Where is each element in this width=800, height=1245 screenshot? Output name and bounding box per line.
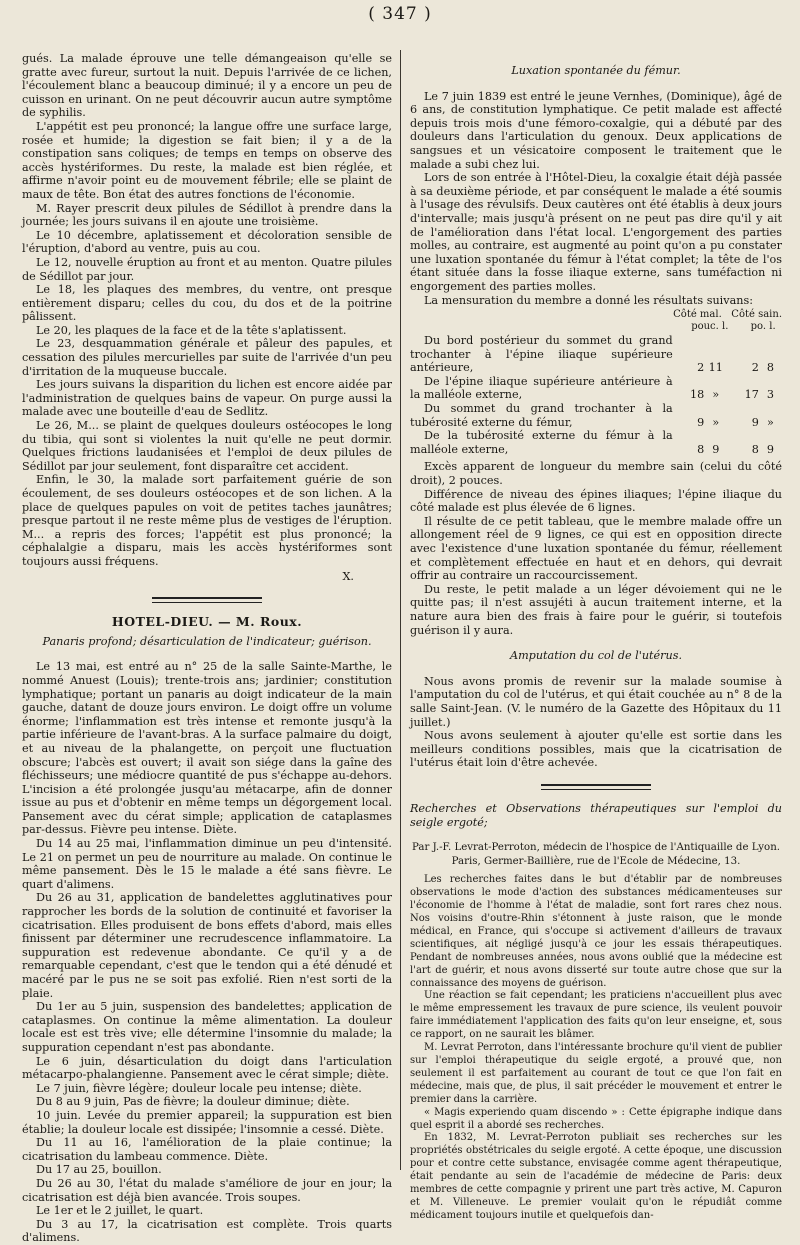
left-column [22,52,392,1245]
paragraph: Le 26, M... se plaint de quelques douleurs ostéocopes le long du tibia, qui sont si violentes la nuit qu'elle ne peut dormir. Quelques frictions laudanisées et l'emploi de deux pilules de Sédillot par jour seulement, font disparaître cet accident. [22,419,392,473]
paragraph: L'appétit est peu prononcé; la langue offre une surface large, rosée et humide; la digestion se fait bien; il y a de la constipation sans coliques; de temps en temps on observe des accès hystériformes. Du reste, la malade est bien réglée, et affirme n'avoir point eu de mouvement fébrile; elle se plaint de maux de tête. Bon état des autres fonctions de l'économie. [22,119,392,201]
cell: 11 [708,361,723,375]
paragraph: 10 juin. Levée du premier appareil; la suppuration est bien établie; la douleur locale est dissipée; l'insomnie a cessé. Diète. [22,1108,392,1136]
review-author: Par J.-F. Levrat-Perroton, médecin de l'hospice de l'Antiquaille de Lyon. Paris, Germer-Baillière, rue de l'Ecole de Médecine, 13. [411,842,780,867]
paragraph: Le 7 juin 1839 est entré le jeune Vernhes, (Dominique), âgé de 6 ans, de constitution lymphatique. Ce petit malade est affecté depuis trois mois d'une fémoro-coxalgie, qui a débuté par des douleurs dans l'articulation du genoux. Deux applications de sangsues et un vésicatoire composent le traitement que le malade a subi chez lui. [410,89,782,171]
paragraph: gués. La malade éprouve une telle démangeaison qu'elle se gratte avec fureur, surtout la nuit. Depuis l'arrivée de ce lichen, l'écoulement blanc a beaucoup diminué; il y a encore un peu de cuisson en urinant. On ne peut découvrir aucun autre symptôme de syphilis. [22,52,392,120]
paragraph: Le 6 juin, désarticulation du doigt dans l'articulation métacarpo-phalangienne. Pansement avec le cérat simple; diète. [22,1054,392,1082]
right-column [410,52,782,1223]
paragraph: Le 7 juin, fièvre légère; douleur locale peu intense; diète. [36,1081,362,1095]
row-label: Du bord postérieur du sommet du grand trochanter à l'épine iliaque supérieure antérieure, [410,334,673,375]
paragraph: Du 8 au 9 juin, Pas de fièvre; la douleur diminue; diète. [36,1095,350,1109]
cell: 8 [766,361,774,375]
paragraph: Nous avons promis de revenir sur la malade soumise à l'amputation du col de l'utérus, et qui était couchée au n° 8 de la salle Saint-Jean. (V. le numéro de la Gazette des Hôpitaux du 11 juillet.) [410,674,782,729]
table-row [410,402,782,429]
case-title: Panaris profond; désarticulation de l'indicateur; guérison. [42,634,372,648]
cell: » [712,415,720,429]
cell: 2 [697,361,705,375]
col-header-healthy-side: Côté sain. [731,309,782,321]
signature: X. [342,569,354,583]
paragraph: M. Rayer prescrit deux pilules de Sédillot à prendre dans la journée; les jours suivans il en ajoute une troisième. [22,201,392,229]
section-title: HOTEL-DIEU. — M. Roux. [111,614,303,630]
paragraph: Le 13 mai, est entré au n° 25 de la salle Sainte-Marthe, le nommé Anuest (Louis); trente-trois ans; jardinier; constitution lymphatique; portant un panaris au doigt indicateur de la main gauche, datant de douze jours environ. Le doigt offre un volume énorme; l'inflammation est très intense et remonte jusqu'à la partie inférieure de l'avant-bras. A la surface palmaire du doigt, et au niveau de la phalangette, on perçoit une fluctuation obscure; l'abcès est ouvert; il avait son siége dans la gaîne des fléchisseurs; une médiocre quantité de pus s'échappe au-dehors. L'incision a été prolongée jusqu'au métacarpe, afin de donner issue au pus et d'obtenir en même temps un dégorgement local. Pansement avec du cérat simple; application de cataplasmes par-dessus. Fièvre peu intense. Diète. [22,660,392,837]
cell: 9 [751,415,759,429]
col-header-sick-side: Côté mal. [673,309,722,321]
paragraph: Le 12, nouvelle éruption au front et au menton. Quatre pilules de Sédillot par jour. [22,255,392,283]
col-unit-sick-side: pouc. l. [691,320,729,332]
paragraph: Une réaction se fait cependant; les praticiens n'accueillent plus avec le même empressement les travaux de pure science, ils veulent pouvoir faire immédiatement l'application des faits qu'on leur enseigne, et, sous ce rapport, on ne saurait les blâmer. [410,990,782,1041]
cell: 9 [697,415,705,429]
page-number: ( 347 ) [368,4,432,24]
cell: » [712,388,720,402]
paragraph: Du reste, le petit malade a un léger dévoiement qui ne le quitte pas; il n'est assujéti à aucun traitement interne, et la nature aura bien des frais à faire pour le guérir, si toutefois guérison il y aura. [410,582,782,637]
paragraph: Il résulte de ce petit tableau, que le membre malade offre un allongement réel de 9 lignes, ce qui est en opposition directe avec l'existence d'une luxation spontanée du fémur, réellement et complètement effectuée en haut et en dehors, qui devrait offrir au contraire un raccourcissement. [410,514,782,583]
cell: 18 [689,388,705,402]
paragraph: Les recherches faites dans le but d'établir par de nombreuses observations le mode d'action des substances médicamenteuses sur l'économie de l'homme à l'état de maladie, sont fort rares chez nous. Nos voisins d'outre-Rhin s'étonnent à juste raison, que le monde médical, en France, qui s'occupe si activement d'ailleurs de travaux scientifiques, ait négligé jusqu'à ce jour les essais thérapeutiques. Pendant de nombreuses années, nous avons oublié que la médecine est l'art de guérir, et nous avons disserté sur toute autre chose que sur la connaissance des moyens de guérison. [410,874,782,989]
row-label: De l'épine iliaque supérieure antérieure à la malléole externe, [410,374,673,402]
paragraph: Différence de niveau des épines iliaques; l'épine iliaque du côté malade est plus élevée de 6 lignes. [410,487,782,515]
luxation-case-text [410,90,782,308]
paragraph: Le 10 décembre, aplatissement et décoloration sensible de l'éruption, d'abord au ventre, puis au cou. [22,228,392,256]
table-row [410,334,782,375]
cell: 9 [766,442,774,456]
paragraph: Le 18, les plaques des membres, du ventre, ont presque entièrement disparu; celles du cou, du dos et de la poitrine pâlissent. [22,283,392,324]
cell: 2 [751,361,759,375]
review-text [410,874,782,1222]
measurement-table [410,334,782,456]
case-title: Luxation spontanée du fémur. [511,64,681,77]
paragraph: Lors de son entrée à l'Hôtel-Dieu, la coxalgie était déjà passée à sa deuxième période, et par conséquent le malade a été soumis à l'usage des révulsifs. Deux cautères ont été établis à deux jours d'intervalle; mais jusqu'à présent on ne peut pas dire qu'il y ait de l'amélioration dans l'état local. L'engorgement des parties molles, au contraire, est augmenté au point qu'on a pu constater une luxation spontanée du fémur à l'état complet; la tête de l'os étant située dans la fosse iliaque externe, sans tuméfaction ni engorgement des parties molles. [410,171,782,293]
paragraph: La mensuration du membre a donné les résultats suivans: [424,293,753,307]
panaris-case-text [22,660,392,1245]
paragraph: En 1832, M. Levrat-Perroton publiait ses recherches sur les propriétés obstétricales du seigle ergoté. A cette époque, une discussion pour et contre cette substance, envisagée comme agent thérapeutique, était pendante au sein de l'académie de médecine de Paris: deux membres de cette compagnie y prirent une part très active, M. Capuron et M. Villeneuve. Le premier voulait qu'on le répudiât comme médicament toujours inutile et quelquefois dan- [410,1132,782,1221]
paragraph: M. Levrat Perroton, dans l'intéressante brochure qu'il vient de publier sur l'emploi thérapeutique du seigle ergoté, a prouvé que, non seulement il est parfaitement au courant de tout ce que l'on fait en médecine, mais que, de plus, il sait précéder le mouvement et entrer le premier dans la carrière. [410,1042,782,1105]
col-unit-healthy-side: po. l. [750,320,776,332]
paragraph: Enfin, le 30, la malade sort parfaitement guérie de son écoulement, de ses douleurs ostéocopes et de son lichen. A la place de quelques papules on voit de petites taches jaunâtres; presque partout il ne reste même plus de vestiges de l'éruption. M... a repris des forces; l'appétit est plus prononcé; la céphalalgie a disparu, mais les accès hystériformes sont toujours aussi fréquens. [22,473,392,568]
paragraph: Le 1er et le 2 juillet, le quart. [36,1204,204,1218]
row-label: Du sommet du grand trochanter à la tubérosité externe du fémur, [410,402,673,429]
table-row [410,375,782,402]
paragraph: Du 1er au 5 juin, suspension des bandelettes; application de cataplasmes. On continue la même alimentation. La douleur locale est est très vive; elle détermine l'insomnie du malade; la suppuration cependant n'est pas abondante. [22,1000,392,1054]
cell: 3 [766,388,774,402]
cell: 8 [697,442,705,456]
paragraph: Excès apparent de longueur du membre sain (celui du côté droit), 2 pouces. [410,460,782,488]
case-title: Amputation du col de l'utérus. [509,649,682,663]
lichen-case-text [22,52,392,583]
amputation-case-text [410,675,782,770]
cell: 8 [751,442,759,456]
paragraph: Le 23, desquammation générale et pâleur des papules, et cessation des pilules mercurielles par suite de l'arrivée d'un peu d'irritation de la muqueuse buccale. [22,337,392,378]
cell: 17 [744,388,759,402]
paragraph: Du 26 au 31, application de bandelettes agglutinatives pour rapprocher les bords de la solution de continuité et favoriser la cicatrisation. Elles produisent de bons effets d'abord, mais elles finissent par déterminer une recrudescence inflammatoire. La suppuration est redevenue abondante. Ce qu'il y a de remarquable cependant, c'est que le tendon qui a été dénudé et macéré par le pus ne se soit pas exfolié. Rien n'est sorti de la plaie. [22,891,392,1000]
section-rule [541,784,651,790]
paragraph: Le 20, les plaques de la face et de la tête s'aplatissent. [36,323,347,337]
paragraph: Du 26 au 30, l'état du malade s'améliore de jour en jour; la cicatrisation est déjà bien avancée. Trois soupes. [22,1176,392,1204]
paragraph: « Magis experiendo quam discendo » : Cette épigraphe indique dans quel esprit il a abordé ses recherches. [410,1106,782,1131]
row-label: De la tubérosité externe du fémur à la malléole externe, [410,429,673,456]
paragraph: Nous avons seulement à ajouter qu'elle est sortie dans les meilleurs conditions possibles, mais que la cicatrisation de l'utérus était loin d'être achevée. [410,729,782,770]
paragraph: Du 11 au 16, l'amélioration de la plaie continue; la cicatrisation du lambeau commence. Diète. [22,1136,392,1163]
cell: 9 [712,442,720,456]
section-rule [152,597,262,603]
paragraph: Du 17 au 25, bouillon. [36,1163,162,1177]
review-title: Recherches et Observations thérapeutiques sur l'emploi du seigle ergoté; [410,801,782,829]
paragraph: Les jours suivans la disparition du lichen est encore aidée par l'administration de quelques bains de vapeur. On purge aussi la malade avec une bouteille d'eau de Sedlitz. [22,378,392,419]
measurement-table-header [410,309,782,332]
paragraph: Du 3 au 17, la cicatrisation est complète. Trois quarts d'alimens. [22,1217,392,1245]
table-row [410,429,782,456]
luxation-conclusion-text [410,460,782,637]
column-divider [400,50,401,1170]
paragraph: Du 14 au 25 mai, l'inflammation diminue un peu d'intensité. Le 21 on permet un peu de nourriture au malade. On continue le même pansement. Dès le 15 le malade a été sans fièvre. Le quart d'alimens. [22,837,392,891]
cell: » [766,415,774,429]
